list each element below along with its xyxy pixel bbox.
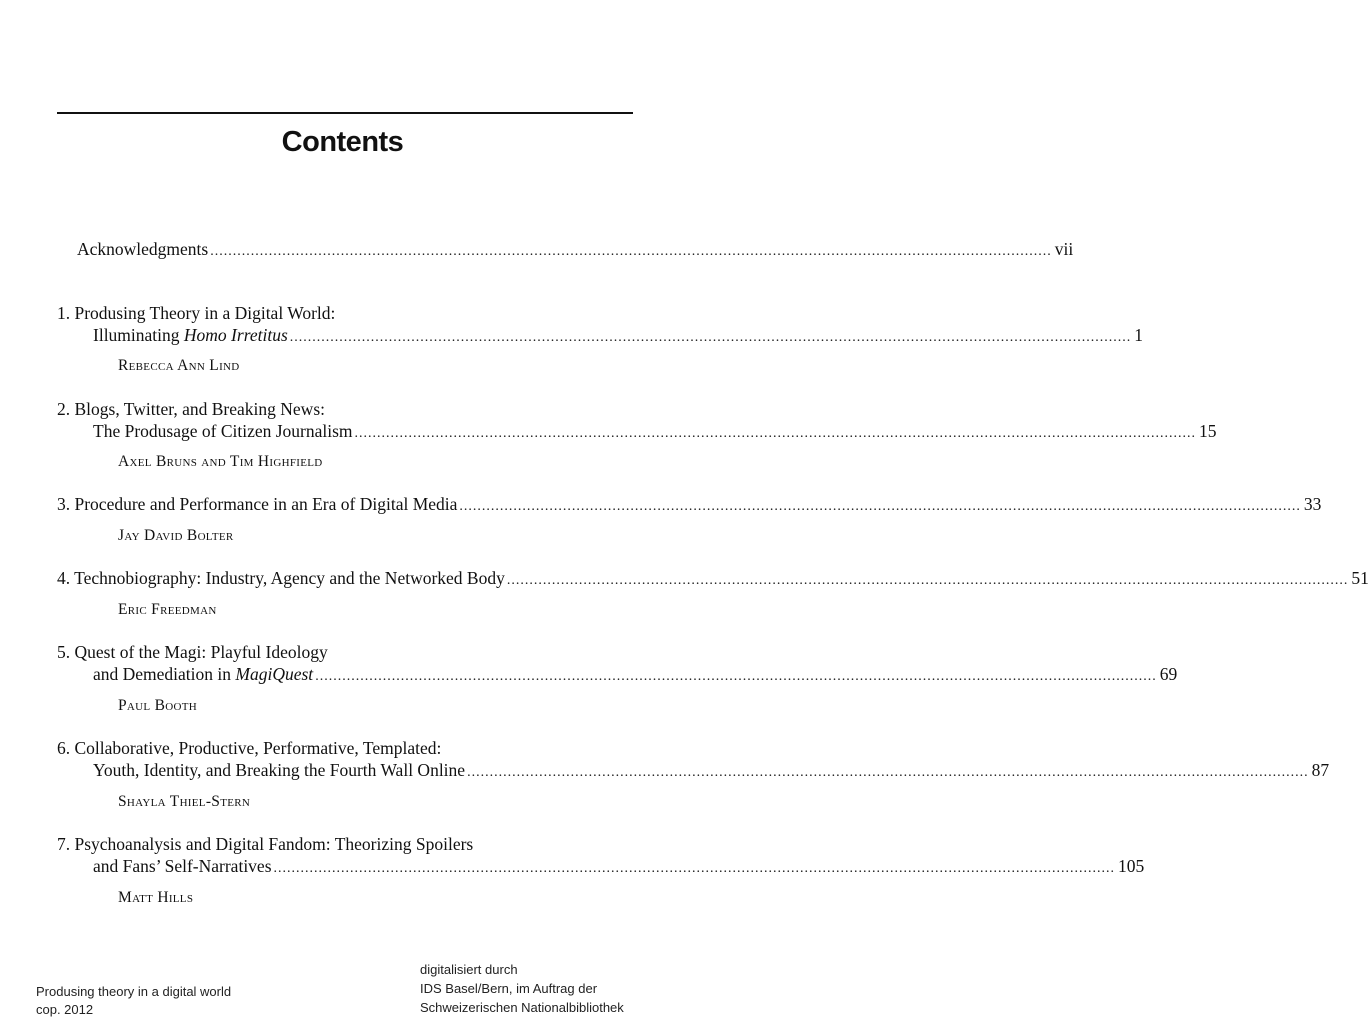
dot-leader: ........................................................................................................................................................................................... xyxy=(467,765,1309,780)
toc-entry-acknowledgments[interactable] xyxy=(77,238,1074,263)
toc-chapter-5-title[interactable]: 5. Quest of the Magi: Playful Ideology xyxy=(57,642,328,662)
toc-page-number: 33 xyxy=(1303,494,1322,514)
toc-chapter-1-subtitle: Illuminating Homo Irretitus xyxy=(93,325,288,345)
toc-chapter-5-subtitle: and Demediation in MagiQuest xyxy=(93,664,314,684)
toc-chapter-6-author: Shayla Thiel-Stern xyxy=(118,793,251,810)
toc-chapter-7-subtitle: and Fans’ Self-Narratives xyxy=(93,856,272,876)
dot-leader: ........................................................................................................................................................................................... xyxy=(459,499,1301,514)
toc-chapter-6-subtitle: Youth, Identity, and Breaking the Fourth Wall Online xyxy=(93,760,466,780)
toc-chapter-7-entry[interactable] xyxy=(93,855,1145,880)
toc-chapter-3-title: 3. Procedure and Performance in an Era of Digital Media xyxy=(57,494,458,514)
toc-chapter-1-title[interactable]: 1. Produsing Theory in a Digital World: xyxy=(57,303,336,323)
toc-chapter-2-title[interactable]: 2. Blogs, Twitter, and Breaking News: xyxy=(57,399,325,419)
footer-book-title: Produsing theory in a digital world xyxy=(36,984,232,999)
toc-page-number: 87 xyxy=(1311,760,1330,780)
toc-chapter-1-author: Rebecca Ann Lind xyxy=(118,357,240,374)
dot-leader: ........................................................................................................................................................................................... xyxy=(273,861,1116,876)
toc-page-number: 15 xyxy=(1199,421,1217,441)
toc-chapter-4-title: 4. Technobiography: Industry, Agency and the Networked Body xyxy=(57,568,505,588)
toc-chapter-5-author: Paul Booth xyxy=(118,697,197,714)
toc-chapter-7-author: Matt Hills xyxy=(118,889,194,906)
dot-leader: ........................................................................................................................................................................................... xyxy=(354,426,1197,441)
toc-chapter-2-author: Axel Bruns and Tim Highfield xyxy=(118,453,323,470)
dot-leader: ........................................................................................................................................................................................... xyxy=(506,573,1349,588)
toc-chapter-5-entry[interactable] xyxy=(93,663,1178,688)
header-rule xyxy=(57,112,633,114)
footer-library: Schweizerischen Nationalbibliothek xyxy=(420,1000,624,1015)
toc-page-number: 1 xyxy=(1134,325,1144,345)
toc-chapter-2-entry[interactable] xyxy=(93,420,1217,445)
page-title: Contents xyxy=(281,126,404,158)
toc-chapter-3-author: Jay David Bolter xyxy=(118,527,234,544)
footer-copyright: cop. 2012 xyxy=(36,1002,94,1017)
toc-page-number: 69 xyxy=(1159,664,1178,684)
toc-page-number: 105 xyxy=(1118,856,1145,876)
dot-leader: ........................................................................................................................................................................................... xyxy=(210,244,1052,259)
toc-chapter-3-entry[interactable] xyxy=(57,493,1322,518)
toc-chapter-2-subtitle: The Produsage of Citizen Journalism xyxy=(93,421,353,441)
toc-page-number: vii xyxy=(1054,239,1074,259)
footer-institution: IDS Basel/Bern, im Auftrag der xyxy=(420,981,598,996)
toc-chapter-4-entry[interactable] xyxy=(57,567,1369,592)
toc-chapter-6-entry[interactable] xyxy=(93,759,1330,784)
toc-chapter-6-title[interactable]: 6. Collaborative, Productive, Performative, Templated: xyxy=(57,738,442,758)
toc-page-number: 51 xyxy=(1351,568,1369,588)
toc-chapter-7-title[interactable]: 7. Psychoanalysis and Digital Fandom: Theorizing Spoilers xyxy=(57,834,474,854)
dot-leader: ........................................................................................................................................................................................... xyxy=(289,330,1132,345)
toc-chapter-4-author: Eric Freedman xyxy=(118,601,217,618)
toc-chapter-1-entry[interactable] xyxy=(93,324,1144,349)
dot-leader: ........................................................................................................................................................................................... xyxy=(315,669,1157,684)
toc-entry-title: Acknowledgments xyxy=(77,239,209,259)
footer-digitized-by: digitalisiert durch xyxy=(420,962,518,977)
